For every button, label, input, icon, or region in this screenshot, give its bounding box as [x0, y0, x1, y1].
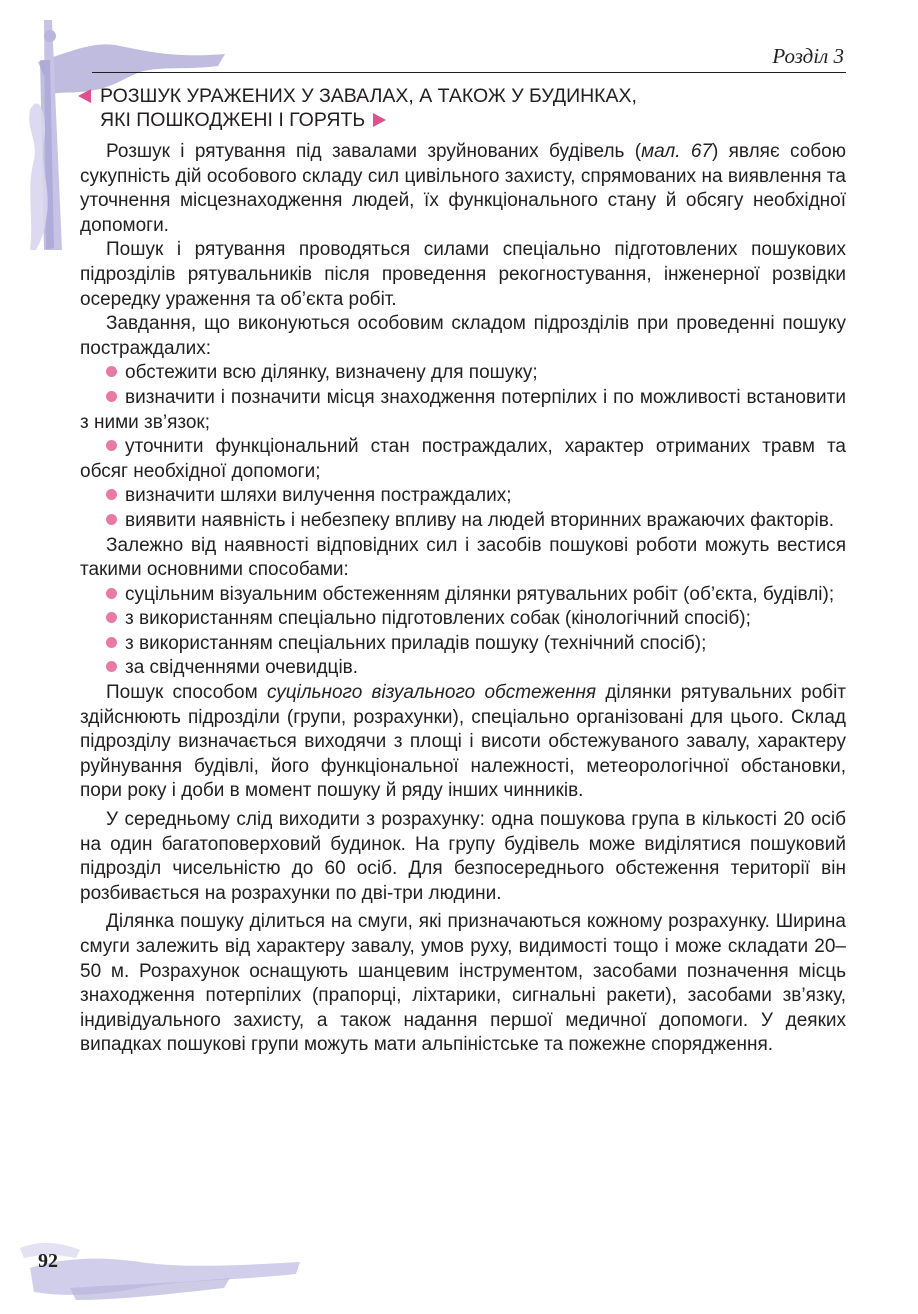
paragraph: Ділянка пошуку ділиться на смуги, які призначаються кожному розрахунку. Ширина смуги залежить від характеру завалу, умов руху, видимості тощо і може складати 20–50 м. Розрахунок оснащують шанцевим інструментом, засобами позначення місць знаходження потерпілих (прапорці, ліхтарики, сигнальні ракети), засобами зв’язку, індивідуального захисту, а також надання першої медичної допомоги. У деяких випадках пошукові групи можуть мати альпіністське та пожежне спорядження. [80, 911, 846, 1056]
heading-line-2: ЯКІ ПОШКОДЖЕНІ І ГОРЯТЬ [100, 109, 366, 131]
bullet-icon [106, 366, 117, 377]
bullet-icon [106, 612, 117, 623]
paragraph: Пошук способом суцільного візуального обстеження ділянки рятувальних робіт здійснюють підрозділи (групи, розрахунки), спеціально організовані для цього. Склад підрозділу визначається виходячи з площі і висоти обстежуваного завалу, характеру руйнування будівлі, його функціональної належності, метеорологічної обстановки, пори року і доби в момент пошуку й ряду інших чинників. [80, 682, 846, 802]
chapter-label: Розділ 3 [772, 44, 844, 68]
bullet-icon [106, 588, 117, 599]
bullet-icon [106, 489, 117, 500]
bullet-icon [106, 661, 117, 672]
list-item: за свідченнями очевидців. [80, 656, 846, 681]
section-heading [100, 84, 740, 132]
page-number: 92 [38, 1250, 58, 1272]
list-item: визначити шляхи вилучення постраждалих; [80, 484, 846, 509]
paragraph: Залежно від наявності відповідних сил і засобів пошукові роботи можуть вестися такими основними способами: [80, 534, 846, 581]
figure-reference: мал. 67 [641, 141, 712, 162]
list-item: визначити і позначити місця знаходження потерпілих і по можливості встановити з ними зв’язок; [80, 386, 846, 433]
paragraph: Завдання, що виконуються особовим складом підрозділів при проведенні пошуку постраждалих: [80, 313, 846, 359]
list-item: суцільним візуальним обстеженням ділянки рятувальних робіт (об’єкта, будівлі); [80, 583, 846, 608]
emphasis: суцільного візуального обстеження [266, 682, 597, 704]
bullet-icon [106, 391, 117, 402]
paragraph: Пошук і рятування проводяться силами спеціально підготовлених пошукових підрозділів рятувальників після проведення рекогностування, інженерної розвідки осередку ураження та об’єкта робіт. [80, 239, 846, 310]
list-item: обстежити всю ділянку, визначену для пошуку; [80, 361, 846, 386]
triangle-right-icon [373, 113, 386, 127]
paragraph: У середньому слід виходити з розрахунку: одна пошукова група в кількості 20 осіб на один багатоповерховий будинок. На групу будівель може виділятися пошуковий підрозділ чисельністю до 60 осіб. Для безпосереднього обстеження території він розбивається на розрахунки по дві-три людини. [80, 809, 846, 904]
list-item: з використанням спеціальних приладів пошуку (технічний спосіб); [80, 632, 846, 657]
paragraph: Розшук і рятування під завалами зруйнованих будівель (мал. 67) являє собою сукупність дій особового складу сил цивільного захисту, спрямованих на виявлення та уточнення місцезнаходження людей, їх функціонального стану й обсягу необхідної допомоги. [80, 141, 846, 236]
list-item: з використанням спеціально підготовлених собак (кінологічний спосіб); [80, 607, 846, 632]
body-text [80, 140, 846, 1058]
bullet-icon [106, 637, 117, 648]
bullet-icon [106, 440, 117, 451]
triangle-left-icon [78, 89, 91, 103]
heading-line-1: РОЗШУК УРАЖЕНИХ У ЗАВАЛАХ, А ТАКОЖ У БУДИНКАХ, [100, 85, 637, 107]
header-rule [92, 72, 846, 73]
bullet-icon [106, 514, 117, 525]
list-item: виявити наявність і небезпеку впливу на людей вторинних вражаючих факторів. [80, 509, 846, 534]
list-item: уточнити функціональний стан постраждалих, характер отриманих травм та обсяг необхідної допомоги; [80, 436, 846, 482]
